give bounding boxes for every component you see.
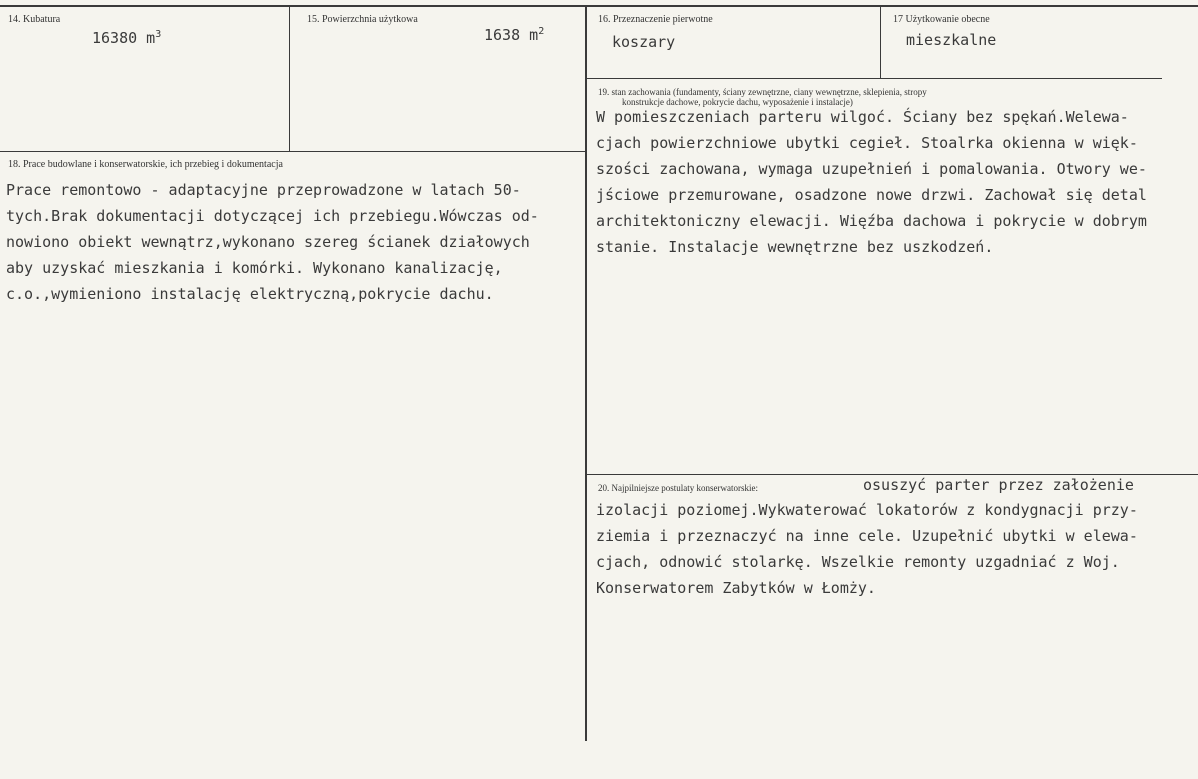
powierzchnia-label: 15. Powierzchnia użytkowa [307,14,418,25]
divider-horizontal-row2 [0,151,586,152]
stan-label-line1: 19. stan zachowania (fundamenty, ściany zewnętrzne, ciany wewnętrzne, sklepienia, stropy [598,87,927,97]
prace-label: 18. Prace budowlane i konserwatorskie, ich przebieg i dokumentacja [8,159,283,170]
stan-line: W pomieszczeniach parteru wilgoć. Ściany bez spękań.Welewa- [596,108,1129,126]
stan-line: szości zachowana, wymaga uzupełnień i pomalowania. Otwory we- [596,160,1147,178]
postulaty-line: cjach, odnowić stolarkę. Wszelkie remonty uzgadniać z Woj. [596,553,1120,571]
uzytkowanie-label: 17 Użytkowanie obecne [893,14,990,25]
prace-line: Prace remontowo - adaptacyjne przeprowadzone w latach 50- [6,181,521,199]
postulaty-line: Konserwatorem Zabytków w Łomży. [596,579,876,597]
stan-line: architektoniczny elewacji. Więźba dachowa i pokrycie w dobrym [596,212,1147,230]
kubatura-number: 16380 m [92,29,156,47]
powierzchnia-unit-exponent: 2 [538,26,545,37]
postulaty-first-line: osuszyć parter przez założenie [863,476,1134,494]
prace-text [6,177,539,307]
powierzchnia-value [484,19,544,48]
przeznaczenie-value: koszary [612,33,676,51]
top-border [0,5,1198,7]
postulaty-label: 20. Najpilniejsze postulaty konserwatorskie: [598,483,758,493]
kubatura-label: 14. Kubatura [8,14,61,25]
powierzchnia-number: 1638 m [484,26,539,44]
divider-vertical-2 [585,6,587,741]
przeznaczenie-label: 16. Przeznaczenie pierwotne [598,14,713,25]
divider-vertical-1 [289,6,290,152]
prace-line: c.o.,wymieniono instalację elektryczną,pokrycie dachu. [6,285,494,303]
postulaty-line: izolacji poziomej.Wykwaterować lokatorów z kondygnacji przy- [596,501,1138,519]
stan-label-line2: konstrukcje dachowe, pokrycie dachu, wyposażenie i instalacje) [622,97,853,107]
stan-line: stanie. Instalacje wewnętrzne bez uszkodzeń. [596,238,994,256]
divider-horizontal-row1 [587,78,1162,79]
uzytkowanie-value: mieszkalne [906,31,997,49]
stan-text [596,104,1147,260]
stan-line: cjach powierzchniowe ubytki cegieł. Stoalrka okienna w więk- [596,134,1138,152]
postulaty-line: ziemia i przeznaczyć na inne cele. Uzupełnić ubytki w elewa- [596,527,1138,545]
kubatura-value [92,22,161,51]
divider-vertical-3 [880,6,881,78]
kubatura-unit-exponent: 3 [155,29,162,40]
prace-line: aby uzyskać mieszkania i komórki. Wykonano kanalizację, [6,259,503,277]
stan-line: jściowe przemurowane, osadzone nowe drzwi. Zachował się detal [596,186,1147,204]
prace-line: nowiono obiekt wewnątrz,wykonano szereg ścianek działowych [6,233,530,251]
prace-line: tych.Brak dokumentacji dotyczącej ich przebiegu.Wówczas od- [6,207,539,225]
postulaty-text [596,497,1138,601]
